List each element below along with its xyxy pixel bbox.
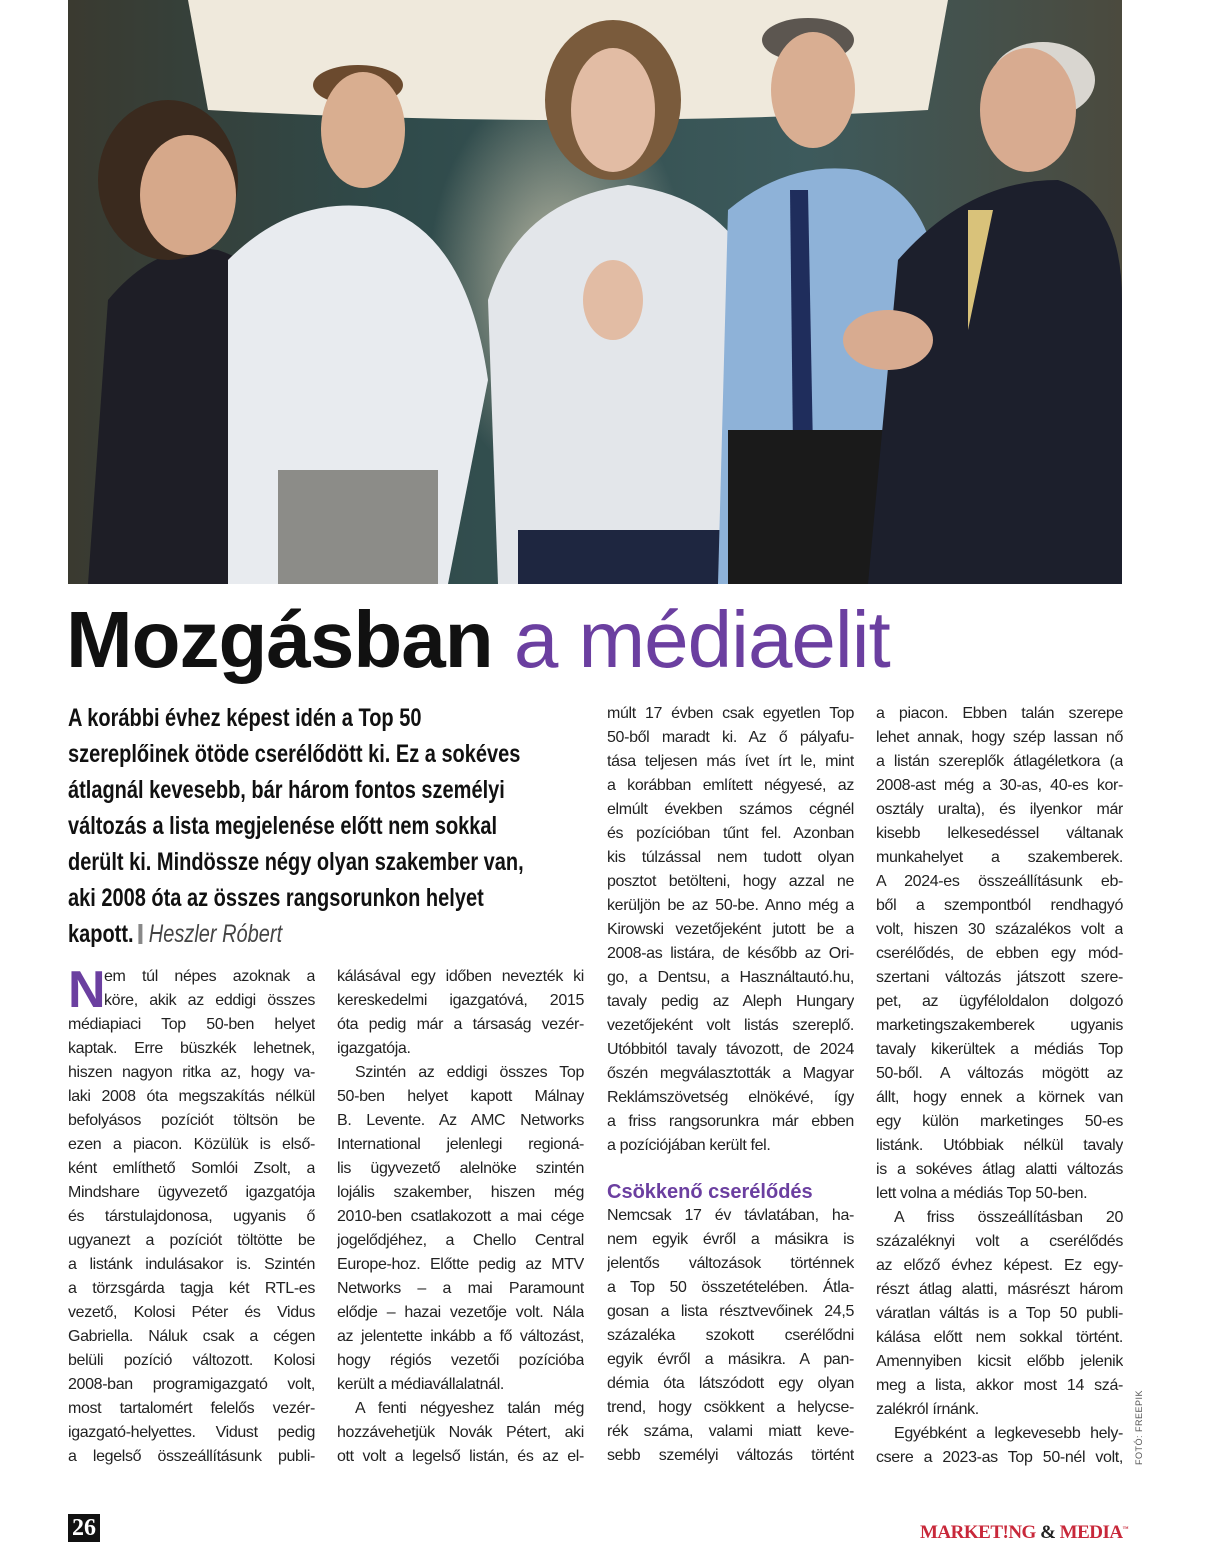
lead-line: derült ki. Mindössze négy olyan szakember van, [68,848,524,876]
text-line: a korábban említett négyesé, az [607,777,854,794]
lead-line: szereplőinek ötöde cserélődött ki. Ez a sokéves [68,740,521,768]
text-line: vezető, Kolosi Péter és Vidus [68,1304,315,1321]
text-line: kerüljön be az 50-be. Anno még a [607,897,854,914]
article-title [66,592,890,688]
text-line: állt, hogy ennek a körnek van [876,1089,1123,1106]
text-line: Utóbbitól tavaly távozott, de 2024 [607,1041,854,1058]
logo-tm: ™ [1122,1526,1129,1533]
title-light: a médiaelit [492,595,890,684]
text-line: kereskedelmi igazgatóvá, 2015 [337,992,584,1009]
text-line: médiapiaci Top 50-ben helyet [68,1016,315,1033]
text-line: em túl népes azoknak a [104,968,315,985]
lead-paragraph [68,700,548,952]
text-line: kisebb lelkesedéssel váltanak [876,825,1123,842]
text-line: Egyébként a legkevesebb hely- [894,1425,1123,1442]
text-line: Reklámszövetség elnökévé, így [607,1089,854,1106]
text-line: elődje – hazai vezetője volt. Nála [337,1304,584,1321]
text-line: Europe-hoz. Előtte pedig az MTV [337,1256,584,1273]
text-line: váratlan váltás is a Top 50 publi- [876,1305,1123,1322]
text-line: és pozícióban tűnt fel. Azonban [607,825,854,842]
text-line: hiszen nagyon ritka az, hogy va- [68,1064,315,1081]
text-line: csere a 2023-as Top 50-nél volt, [876,1449,1123,1466]
separator-bar [138,924,142,944]
text-line: lojális szakember, hiszen még [337,1184,584,1201]
text-line: 50-ből maradt ki. Az ő pályafu- [607,729,854,746]
text-line: pet, az ügyféloldalon dolgozó [876,993,1123,1010]
text-line: a friss rangsorunkra már ebben [607,1113,854,1130]
text-line: marketingszakemberek ugyanis [876,1017,1123,1034]
text-line: és társtulajdonosa, ugyanis ő [68,1208,315,1225]
text-line: hozzávehetjük Novák Pétert, aki [337,1424,584,1441]
text-line: 50-ben helyet kapott Málnay [337,1088,584,1105]
text-line: posztot betölteni, hogy azzal ne [607,873,854,890]
text-line: került a médiavállalatnál. [337,1376,504,1393]
text-line: listánk. Utóbbiak nélkül tavaly [876,1137,1123,1154]
text-line: a legelső összeállításunk publi- [68,1448,315,1465]
text-line: vezetőjeként volt listás szereplő. [607,1017,854,1034]
text-line: kálása előtt nem sokkal történt. [876,1329,1123,1346]
text-line: részt átlag alatti, másrészt három [876,1281,1123,1298]
text-line: az jelentette inkább a fő változást, [337,1328,584,1345]
text-line: 2008-ast még a 30-as, 40-es kor- [876,777,1123,794]
text-line: igazgató-helyettes. Vidust pedig [68,1424,315,1441]
hero-photo [68,0,1122,584]
text-line: gosan a lista résztvevőinek 24,5 [607,1303,854,1320]
text-line: kálásával egy időben nevezték ki [337,968,584,985]
text-line: igazgatója. [337,1040,411,1057]
text-line: köre, akik az eddigi összes [104,992,315,1009]
text-line: 2010-ben csatlakozott a mai cége [337,1208,584,1225]
section-subheading: Csökkenő cserélődés [607,1181,813,1203]
lead-line-last [68,916,548,952]
text-line: ugyanezt a pozíciót töltötte be [68,1232,315,1249]
text-line: ként említhető Somlói Zsolt, a [68,1160,315,1177]
text-line: lehet annak, hogy szép lassan nő [876,729,1123,746]
text-line: laki 2008 óta megszakítás nélkül [68,1088,315,1105]
text-line: Amennyiben kicsit előbb jelenik [876,1353,1123,1370]
text-line: osztály uralta), és ilyenkor már [876,801,1123,818]
text-line: tavaly pedig az Aleph Hungary [607,993,854,1010]
text-line: démia óta látszódott egy olyan [607,1375,854,1392]
text-line: B. Levente. Az AMC Networks [337,1112,584,1129]
text-line: lett volna a médiás Top 50-ben. [876,1185,1088,1202]
logo-part1: MARKET!NG [920,1522,1041,1543]
text-line: trend, hogy csökkent a helycse- [607,1399,854,1416]
body-column-4 [876,702,1123,1470]
body-column-1 [68,961,315,1469]
text-line: meg a lista, akkor most 14 szá- [876,1377,1123,1394]
magazine-logo [920,1522,1128,1544]
text-line: rék száma, valami miatt keve- [607,1423,854,1440]
text-line: A fenti négyeshez talán még [355,1400,584,1417]
text-line: a törzsgárda tagja két RTL-es [68,1280,315,1297]
text-line: a piacon. Ebben talán szerepe [876,705,1123,722]
text-line: belüli pozíció változott. Kolosi [68,1352,315,1369]
text-line: nem egyik évről a másikra is [607,1231,854,1248]
text-line: a pozíciójában került fel. [607,1137,771,1154]
text-line: százaléknyi volt a cserélődés [876,1233,1123,1250]
text-line: százaléka szokott cserélődni [607,1327,854,1344]
lead-line: A korábbi évhez képest idén a Top 50 [68,704,422,732]
body-column-2 [337,965,584,1469]
text-line: óta pedig már a társaság vezér- [337,1016,584,1033]
text-line: lis ügyvezető alelnöke szintén [337,1160,584,1177]
text-line: jelentős változások történnek [607,1255,854,1272]
text-line: A friss összeállításban 20 [894,1209,1123,1226]
text-line: International jelenlegi regioná- [337,1136,584,1153]
page-number: 26 [68,1514,100,1542]
text-line: egyik évről a másikra. A pan- [607,1351,854,1368]
text-line: Networks – a mai Paramount [337,1280,584,1297]
text-line: most tartalomért felelős vezér- [68,1400,315,1417]
text-line: a Top 50 összetételében. Átla- [607,1279,854,1296]
lead-line: aki 2008 óta az összes rangsorunkon helyet [68,884,484,912]
logo-amp: & [1040,1522,1056,1543]
logo-part2: MEDIA [1055,1522,1123,1543]
text-line: go, a Dentsu, a Használtautó.hu, [607,969,854,986]
author-byline: Heszler Róbert [148,920,283,948]
text-line: hogy régiós vezetői pozícióba [337,1352,584,1369]
drop-cap: N [68,961,106,1019]
text-line: tavaly kikerültek a médiás Top [876,1041,1123,1058]
body-column-3 [607,702,854,1468]
text-line: Mindshare ügyvezető igazgatója [68,1184,315,1201]
lead-line: átlagnál kevesebb, bár három fontos személyi [68,776,505,804]
text-line: múlt 17 évben csak egyetlen Top [607,705,854,722]
lead-last-text: kapott. [68,920,134,948]
text-line: a listánk indulásakor is. Szintén [68,1256,315,1273]
text-line: őszén megválasztották a Magyar [607,1065,854,1082]
text-line: szertani változás játszott szere- [876,969,1123,986]
text-line: volt, hiszen 30 százalékos volt a [876,921,1123,938]
text-line: sebb személyi változás történt [607,1447,854,1464]
text-line: egy külön marketinges 50-es [876,1113,1123,1130]
photo-credit: FOTÓ: FREEPIK [1134,1389,1144,1465]
lead-line: változás a lista megjelenése előtt nem sokkal [68,812,498,840]
text-line: cserélődés, de ebben egy mód- [876,945,1123,962]
text-line: A 2024-es összeállításunk eb- [876,873,1123,890]
text-line: 2008-as listára, de később az Ori- [607,945,854,962]
text-line: munkahelyet a szakemberek. [876,849,1123,866]
text-line: az előző évhez képest. Ez egy- [876,1257,1123,1274]
text-line: Kirowski vezetőjeként jutott be a [607,921,854,938]
text-line: is a sokéves átlag alatti változás [876,1161,1123,1178]
text-line: Gabriella. Náluk csak a cégen [68,1328,315,1345]
text-line: kis túlzással nem tudott olyan [607,849,854,866]
text-line: jogelődjéhez, a Chello Central [337,1232,584,1249]
text-line: ből a szempontból rendhagyó [876,897,1123,914]
text-line: befolyásos pozíciót töltsön be [68,1112,315,1129]
text-line: ezen a piacon. Közülük is első- [68,1136,315,1153]
text-line: kaptak. Erre büszkék lehetnek, [68,1040,315,1057]
group-photo-illustration [68,0,1122,584]
title-bold: Mozgásban [66,595,493,684]
text-line: a listán szereplők átlagéletkora (a [876,753,1123,770]
text-line: elmúlt években számos cégnél [607,801,854,818]
text-line: Szintén az eddigi összes Top [355,1064,584,1081]
text-line: 2008-ban programigazgató volt, [68,1376,315,1393]
text-line: Nemcsak 17 év távlatában, ha- [607,1207,854,1224]
text-line: zalékról írnánk. [876,1401,979,1418]
text-line: 50-ből. A változás mögött az [876,1065,1123,1082]
text-line: tása teljesen más ívet írt le, mint [607,753,854,770]
text-line: ott volt a legelső listán, és az el- [337,1448,584,1465]
